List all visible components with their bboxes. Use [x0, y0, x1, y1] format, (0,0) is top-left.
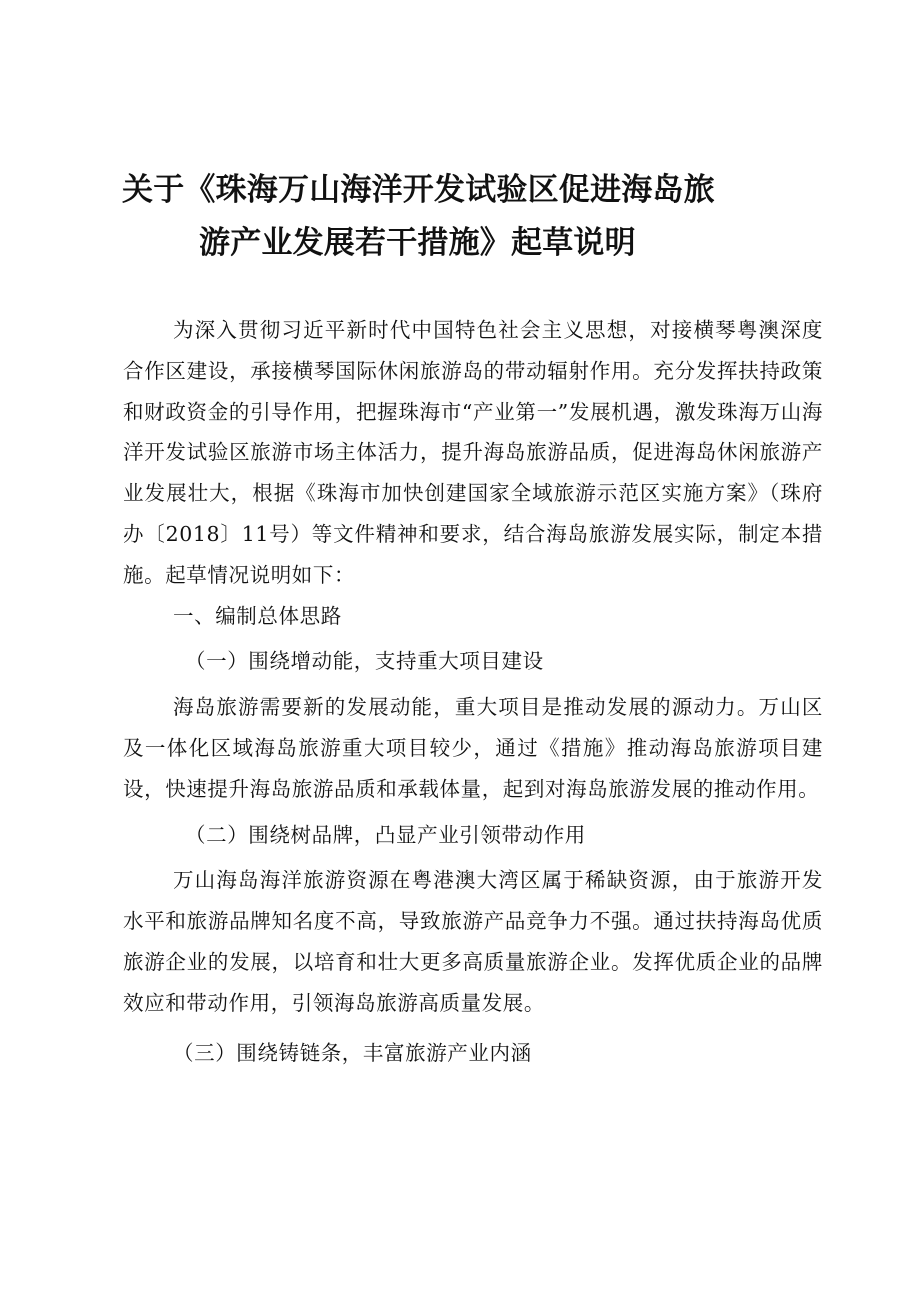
subsection-paragraph-1: 海岛旅游需要新的发展动能，重大项目是推动发展的源动力。万山区及一体化区域海岛旅游重大项目较少，通过《措施》推动海岛旅游项目建设，快速提升海岛旅游品质和承载体量，起到对海岛旅游发展的推动作用。 [123, 695, 823, 801]
section-heading-1: 一、编制总体思路 [173, 603, 342, 628]
subsection-heading-3: （三）围绕铸链条，丰富旅游产业内涵 [173, 1040, 532, 1065]
subsection-heading-1: （一）围绕增动能，支持重大项目建设 [185, 649, 544, 674]
subsection-heading-2: （二）围绕树品牌，凸显产业引领带动作用 [185, 822, 586, 847]
intro-paragraph: 为深入贯彻习近平新时代中国特色社会主义思想，对接横琴粤澳深度合作区建设，承接横琴国际休闲旅游岛的带动辐射作用。充分发挥扶持政策和财政资金的引导作用，把握珠海市“产业第一”发展机遇，激发珠海万山海洋开发试验区旅游市场主体活力，提升海岛旅游品质，促进海岛休闲旅游产业发展壮大，根据《珠海市加快创建国家全域旅游示范区实施方案》（珠府办〔2018〕11号）等文件精神和要求，结合海岛旅游发展实际，制定本措施。起草情况说明如下： [123, 318, 823, 587]
document-body [123, 310, 823, 1073]
subsection-paragraph-2: 万山海岛海洋旅游资源在粤港澳大湾区属于稀缺资源，由于旅游开发水平和旅游品牌知名度不高，导致旅游产品竞争力不强。通过扶持海岛优质旅游企业的发展，以培育和壮大更多高质量旅游企业。发挥优质企业的品牌效应和带动作用，引领海岛旅游高质量发展。 [123, 868, 823, 1015]
title-line-2: 游产业发展若干措施》起草说明 [199, 225, 636, 261]
document-title [122, 164, 822, 270]
title-line-1: 关于《珠海万山海洋开发试验区促进海岛旅 [122, 172, 715, 208]
